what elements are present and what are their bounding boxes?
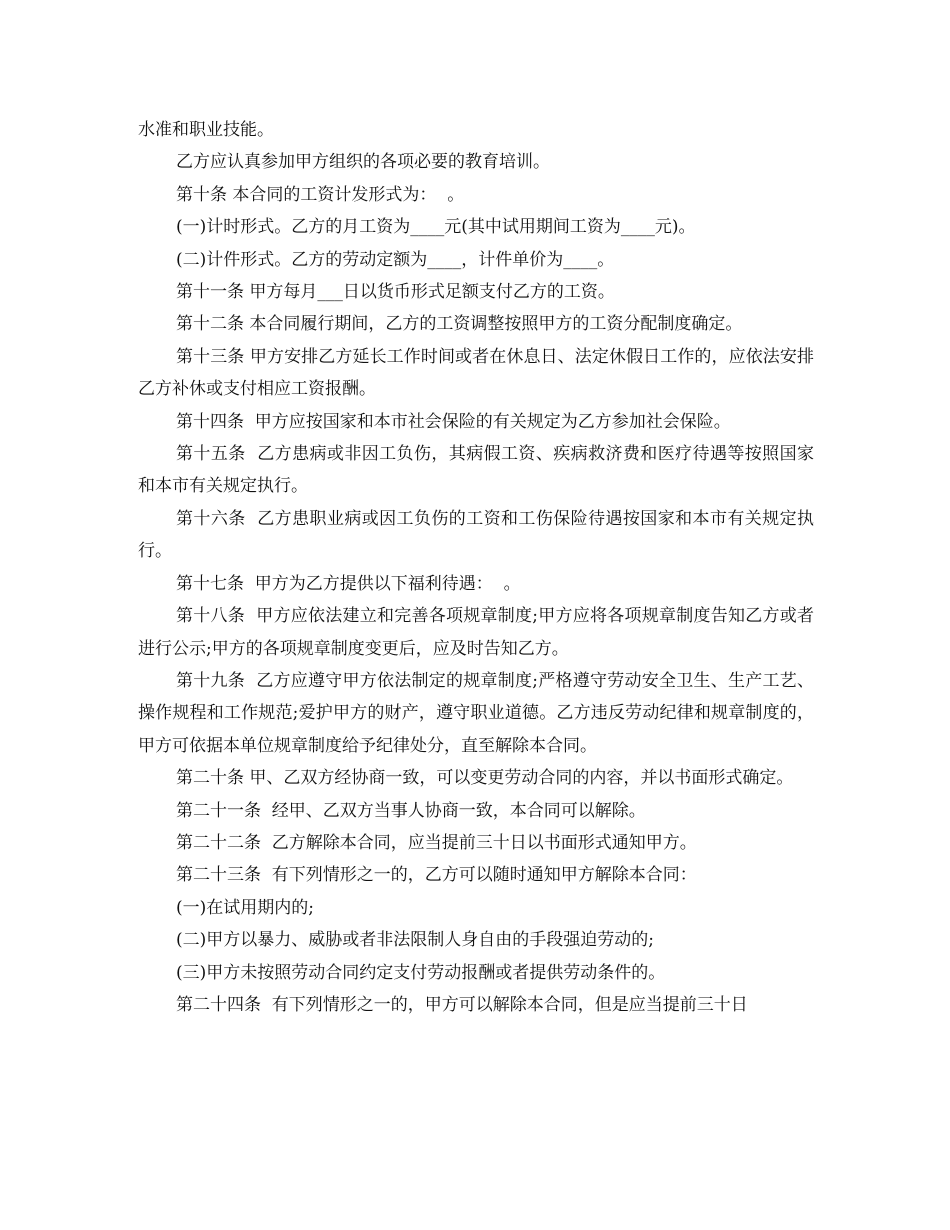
article-21: 第二十一条 经甲、乙双方当事人协商一致，本合同可以解除。 — [176, 800, 646, 821]
article-19: 第十九条 乙方应遵守甲方依法制定的规章制度;严格遵守劳动安全卫生、生产工艺、操作规程和工作规范;爱护甲方的财产，遵守职业道德。乙方违反劳动纪律和规章制度的，甲方可依据本单位规章制度给予纪律处分，直至解除本合同。 — [138, 670, 814, 756]
paragraph: 水准和职业技能。 — [138, 120, 274, 140]
article-15: 第十五条 乙方患病或非因工负伤，其病假工资、疾病救济费和医疗待遇等按照国家和本市有关规定执行。 — [138, 444, 814, 497]
article-23-item-3: (三)甲方未按照劳动合同约定支付劳动报酬或者提供劳动条件的。 — [176, 962, 666, 983]
article-11: 第十一条 甲方每月___日以货币形式足额支付乙方的工资。 — [176, 282, 615, 303]
article-10: 第十条 本合同的工资计发形式为： 。 — [176, 184, 465, 205]
article-23-item-1: (一)在试用期内的; — [176, 897, 314, 918]
document-body — [138, 114, 814, 1021]
article-17: 第十七条 甲方为乙方提供以下福利待遇： 。 — [176, 573, 521, 594]
article-12: 第十二条 本合同履行期间，乙方的工资调整按照甲方的工资分配制度确定。 — [176, 314, 743, 335]
article-18: 第十八条 甲方应依法建立和完善各项规章制度;甲方应将各项规章制度告知乙方或者进行公示;甲方的各项规章制度变更后，应及时告知乙方。 — [138, 606, 814, 659]
article-23: 第二十三条 有下列情形之一的，乙方可以随时通知甲方解除本合同： — [176, 865, 697, 886]
article-13: 第十三条 甲方安排乙方延长工作时间或者在休息日、法定休假日工作的，应依法安排乙方补休或支付相应工资报酬。 — [138, 346, 814, 400]
article-24: 第二十四条 有下列情形之一的，甲方可以解除本合同，但是应当提前三十日 — [176, 994, 748, 1015]
article-22: 第二十二条 乙方解除本合同，应当提前三十日以书面形式通知甲方。 — [176, 832, 697, 853]
paragraph: 乙方应认真参加甲方组织的各项必要的教育培训。 — [176, 152, 550, 173]
article-10-item-2: (二)计件形式。乙方的劳动定额为____，计件单价为____。 — [176, 249, 615, 270]
article-16: 第十六条 乙方患职业病或因工负伤的工资和工伤保险待遇按国家和本市有关规定执行。 — [138, 508, 814, 562]
article-23-item-2: (二)甲方以暴力、威胁或者非法限制人身自由的手段强迫劳动的; — [176, 930, 654, 951]
article-10-item-1: (一)计时形式。乙方的月工资为____元(其中试用期间工资为____元)。 — [176, 217, 696, 238]
article-20: 第二十条 甲、乙双方经协商一致，可以变更劳动合同的内容，并以书面形式确定。 — [176, 768, 794, 789]
article-14: 第十四条 甲方应按国家和本市社会保险的有关规定为乙方参加社会保险。 — [176, 411, 731, 432]
